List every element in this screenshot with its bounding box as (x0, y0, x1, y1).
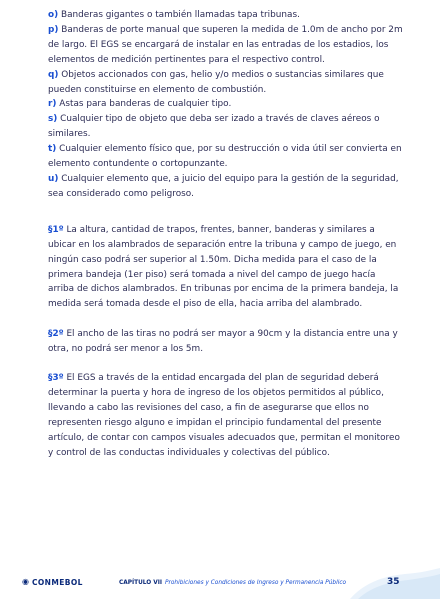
list-item (48, 23, 403, 68)
chapter-label: CAPÍTULO VII (119, 580, 163, 586)
chapter-title: Prohibiciones y Condiciones de Ingreso y Permanencia Público (165, 580, 347, 586)
paragraph-2 (48, 327, 403, 357)
list-item (48, 8, 403, 23)
list-item (48, 97, 403, 112)
paragraph-label: §3º (48, 373, 64, 384)
list-item (48, 68, 403, 98)
list-item-text: Astas para banderas de cualquier tipo. (59, 99, 232, 110)
paragraph-text: El ancho de las tiras no podrá ser mayor a 90cm y la distancia entre una y otra, no podrá ser menor a los 5m. (48, 328, 398, 354)
list-item (48, 172, 403, 202)
list-item-label: q) (48, 69, 59, 80)
list-item-label: s) (48, 114, 58, 125)
soccer-ball-icon: ◉ (22, 577, 29, 586)
list-item-text: Banderas de porte manual que superen la medida de 1.0m de ancho por 2m de largo. El EGS se encargará de instalar en las entradas de los estadios, los elementos de medición pertinentes para el respectivo control. (48, 24, 403, 65)
paragraph-label: §1º (48, 224, 64, 235)
paragraph-label: §2º (48, 328, 64, 339)
list-item-text: Cualquier tipo de objeto que deba ser izado a través de claves aéreos o similares. (48, 114, 380, 140)
list-item-text: Cualquier elemento que, a juicio del equipo para la gestión de la seguridad, sea considerado como peligroso. (48, 173, 399, 199)
paragraph-text: La altura, cantidad de trapos, frentes, banner, banderas y similares a ubicar en los alambrados de separación entre la tribuna y campo de juego, en ningún caso podrá ser superior al 1.50m. Dicha medida para el caso de la primera bandeja (1er piso) será tomada a nivel del campo de juego hacía arriba de dichos alambrados. En tribunas por encima de la primera bandeja, la medida será tomada desde el piso de ella, hacia arriba del alambrado. (48, 224, 399, 310)
list-item (48, 112, 403, 142)
list-item-label: o) (48, 10, 59, 20)
list-item-label: u) (48, 173, 59, 184)
paragraph-1 (48, 223, 403, 312)
list-item-label: p) (48, 24, 59, 35)
list-item-label: r) (48, 99, 57, 110)
list-item-text: Cualquier elemento físico que, por su destrucción o vida útil ser convierta en elemento contundente o cortopunzante. (48, 144, 402, 170)
list-item-text: Objetos accionados con gas, helio y/o medios o sustancias similares que pueden constituirse en elemento de combustión. (48, 69, 384, 95)
conmebol-logo: CONMEBOL (32, 578, 83, 587)
document-body (48, 8, 403, 460)
paragraph-3 (48, 371, 403, 460)
list-item (48, 142, 403, 172)
prohibited-items-list (48, 8, 403, 202)
list-item-text: Banderas gigantes o también llamadas tapa tribunas. (60, 10, 300, 20)
list-item-label: t) (48, 144, 57, 155)
page-footer (0, 568, 440, 598)
paragraph-text: El EGS a través de la entidad encargada del plan de seguridad deberá determinar la puerta y hora de ingreso de los objetos permitidos al público, llevando a cabo las revisiones del caso, a fin de asegurarse que ellos no representen riesgo alguno e impidan el principio fundamental del presente artículo, de contar con campos visuales adecuados que, permitan el monitoreo y control de las conductas individuales y colectivas del público. (48, 373, 400, 458)
page-number: 35 (387, 577, 400, 587)
